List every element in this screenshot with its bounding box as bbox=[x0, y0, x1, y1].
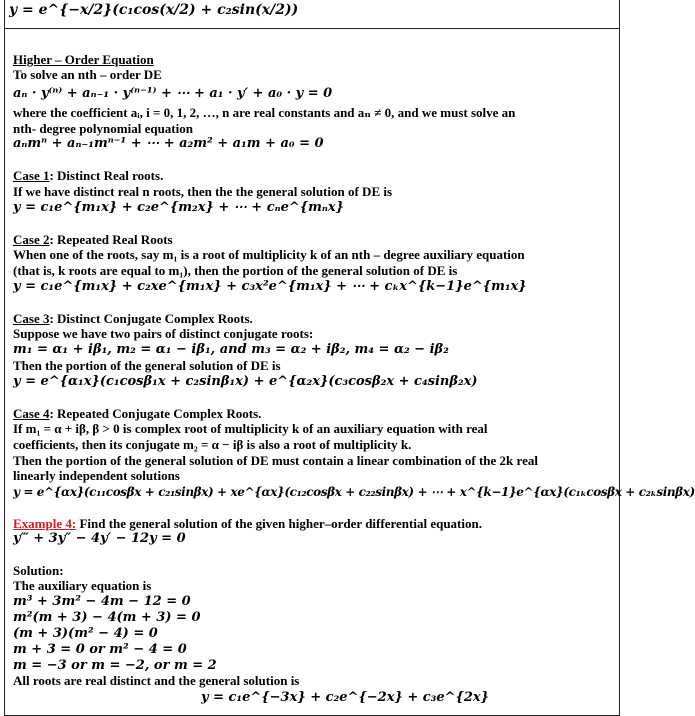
solution-step2: m²(m + 3) − 4(m + 3) = 0 bbox=[13, 610, 201, 625]
case2-line1: When one of the roots, say m₁ is a root of multiplicity k of an nth – degree auxiliary equation bbox=[13, 247, 525, 262]
aux-intro: nth- degree polynomial equation bbox=[13, 121, 193, 136]
case4-formula: y = e^{αx}(c₁₁cosβx + c₂₁sinβx) + xe^{αx}(c₁₂cosβx + c₂₂sinβx) + ⋯ + x^{k−1}e^{αx}(c₁ₖcosβx + c₂ₖsinβx) bbox=[13, 485, 695, 499]
case3-formula: y = e^{α₁x}(c₁cosβ₁x + c₂sinβ₁x) + e^{α₂x}(c₃cosβ₂x + c₄sinβ₂x) bbox=[13, 374, 478, 389]
case1-heading bbox=[13, 168, 163, 183]
example-heading bbox=[13, 516, 482, 531]
case3-title: : Distinct Conjugate Complex Roots. bbox=[49, 311, 253, 326]
solution-heading: Solution: bbox=[13, 563, 64, 578]
case2-heading bbox=[13, 232, 173, 247]
case3-roots: m₁ = α₁ + iβ₁, m₂ = α₁ − iβ₁, and m₃ = α₂ + iβ₂, m₄ = α₂ − iβ₂ bbox=[13, 342, 449, 357]
example-label: Example 4: bbox=[13, 516, 77, 531]
example-equation: y‴ + 3y″ − 4y′ − 12y = 0 bbox=[13, 531, 186, 546]
higher-order-intro: To solve an nth – order DE bbox=[13, 67, 162, 82]
solution-step4: m + 3 = 0 or m² − 4 = 0 bbox=[13, 642, 187, 657]
solution-step5: m = −3 or m = −2, or m = 2 bbox=[13, 658, 217, 673]
case3-line1: Suppose we have two pairs of distinct conjugate roots: bbox=[13, 326, 314, 341]
case3-line2: Then the portion of the general solution of DE is bbox=[13, 358, 281, 373]
top-formula: y = e^{−x/2}(c₁cos(x/2) + c₂sin(x/2)) bbox=[9, 2, 299, 18]
case4-label: Case 4 bbox=[13, 406, 50, 421]
case2-title: : Repeated Real Roots bbox=[49, 232, 173, 247]
case1-text: If we have distinct real n roots, then the the general solution of DE is bbox=[13, 184, 393, 199]
coefficient-description: where the coefficient aᵢ, i = 0, 1, 2, …, n are real constants and aₙ ≠ 0, and we must solve an bbox=[13, 105, 516, 120]
solution-final: y = c₁e^{−3x} + c₂e^{−2x} + c₃e^{2x} bbox=[201, 690, 490, 705]
aux-equation: aₙmⁿ + aₙ₋₁mⁿ⁻¹ + ⋯ + a₂m² + a₁m + a₀ = 0 bbox=[13, 136, 324, 151]
case4-heading bbox=[13, 406, 261, 421]
case1-label: Case 1 bbox=[13, 168, 50, 183]
case4-line1: If m₁ = α + iβ, β > 0 is complex root of multiplicity k of an auxiliary equation with real bbox=[13, 421, 488, 436]
higher-order-heading: Higher – Order Equation bbox=[13, 52, 154, 67]
solution-step3: (m + 3)(m² − 4) = 0 bbox=[13, 626, 158, 641]
case3-heading bbox=[13, 311, 253, 326]
document-page bbox=[4, 0, 695, 716]
case1-formula: y = c₁e^{m₁x} + c₂e^{m₂x} + ⋯ + cₙe^{mₙx} bbox=[13, 200, 344, 215]
case2-label: Case 2 bbox=[13, 232, 50, 247]
case4-line3: Then the portion of the general solution of DE must contain a linear combination of the 2k real bbox=[13, 453, 538, 468]
solution-step1: m³ + 3m² − 4m − 12 = 0 bbox=[13, 594, 191, 609]
case1-title: : Distinct Real roots. bbox=[49, 168, 164, 183]
example-text: Find the general solution of the given higher–order differential equation. bbox=[76, 516, 482, 531]
case3-label: Case 3 bbox=[13, 311, 50, 326]
solution-line2: All roots are real distinct and the general solution is bbox=[13, 673, 300, 688]
case4-line2: coefficients, then its conjugate m₂ = α − iβ is also a root of multiplicity k. bbox=[13, 437, 412, 452]
solution-line1: The auxiliary equation is bbox=[13, 578, 152, 593]
case2-line2: (that is, k roots are equal to m₁), then the portion of the general solution of DE is bbox=[13, 263, 458, 278]
case4-line4: linearly independent solutions bbox=[13, 468, 180, 483]
higher-order-equation: aₙ · y⁽ⁿ⁾ + aₙ₋₁ · y⁽ⁿ⁻¹⁾ + ⋯ + a₁ · y′ + a₀ · y = 0 bbox=[13, 86, 333, 101]
divider bbox=[5, 28, 619, 29]
case4-title: : Repeated Conjugate Complex Roots. bbox=[49, 406, 262, 421]
case2-formula: y = c₁e^{m₁x} + c₂xe^{m₁x} + c₃x²e^{m₁x} + ⋯ + cₖx^{k−1}e^{m₁x} bbox=[13, 279, 527, 294]
